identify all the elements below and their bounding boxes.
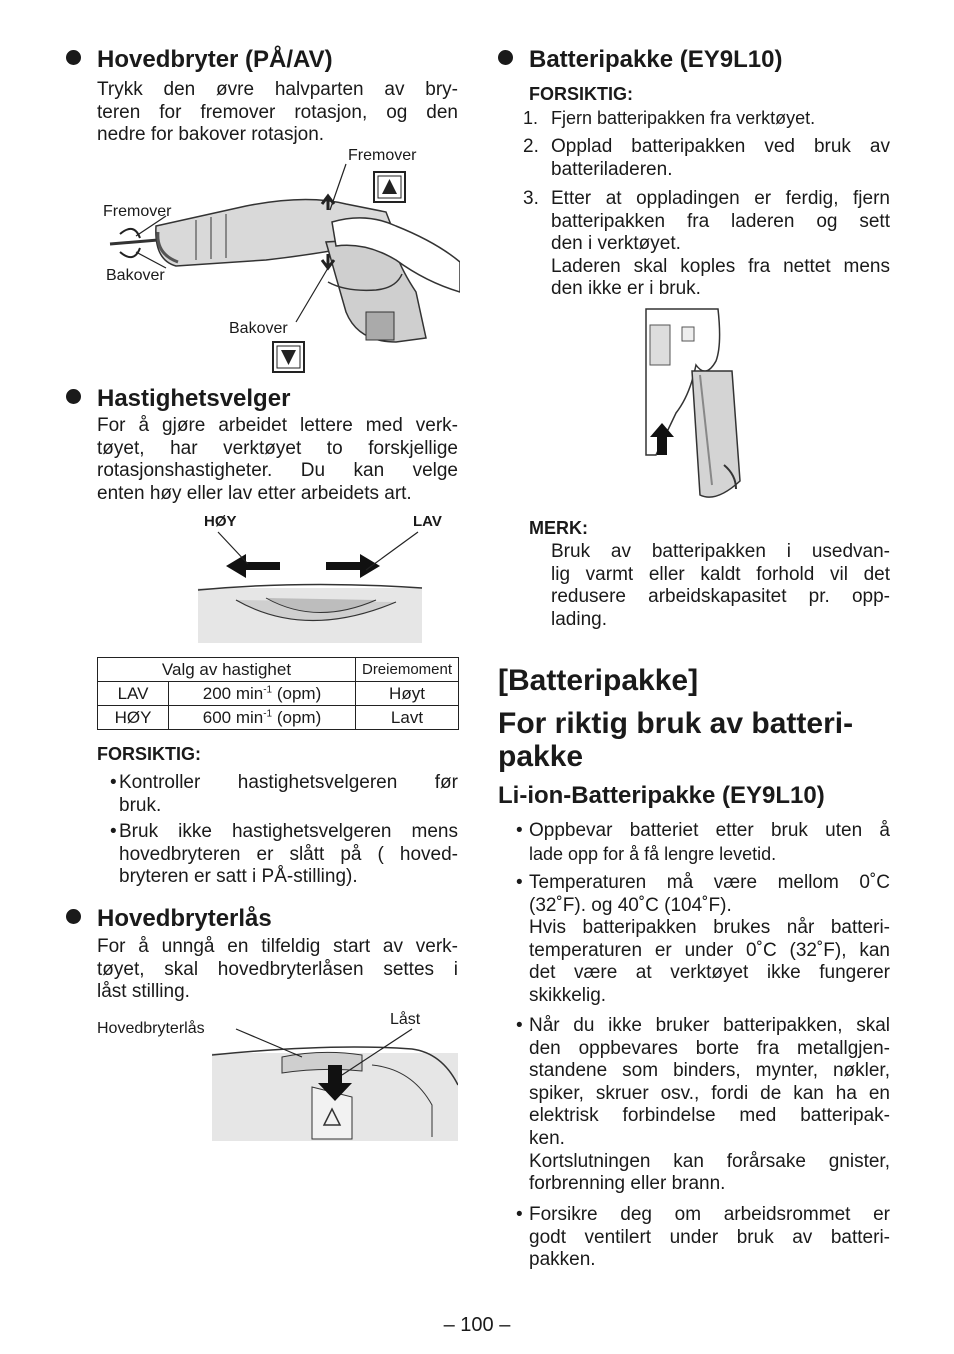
liion-heading: Li-ion-Batteripakke (EY9L10) xyxy=(498,782,825,809)
switch-lock-figure xyxy=(212,1025,458,1141)
cell-setting: HØY xyxy=(98,706,169,730)
battery-illustration xyxy=(636,305,756,505)
bullet-dot-icon xyxy=(66,909,81,924)
drill-figure xyxy=(96,142,460,374)
label-high: HØY xyxy=(204,513,237,530)
cell-torque: Høyt xyxy=(356,682,459,706)
bullet-dot-icon xyxy=(66,50,81,65)
bullet-icon: • xyxy=(110,821,117,842)
drill-illustration xyxy=(96,142,460,374)
label-forward-left: Fremover xyxy=(103,203,172,220)
note-text: Bruk av batteripakken i usedvan- lig varmt eller kaldt forhold vil det redusere arbeidskapasitet pr. opp- lading. xyxy=(551,541,890,630)
bullet-icon: • xyxy=(516,820,523,841)
battery-step-1: 1. Fjern batteripakken fra verktøyet. xyxy=(523,108,816,128)
list-item: • Oppbevar batteriet etter bruk uten å lade opp for å få lengre levetid. xyxy=(516,820,890,864)
battery-figure xyxy=(636,305,756,505)
table-row xyxy=(98,706,459,730)
page-number: – 100 – xyxy=(443,1314,511,1336)
table-row xyxy=(98,682,459,706)
switch-lock-illustration xyxy=(212,1025,458,1141)
cell-torque: Lavt xyxy=(356,706,459,730)
label-switch-lock: Hovedbryterlås xyxy=(97,1020,205,1037)
caution-title-right: FORSIKTIG: xyxy=(529,84,633,104)
caution-item-2: • Bruk ikke hastighetsvelgeren mens hovedbryteren er slått på ( hoved- bryteren er satt i PÅ-stilling). xyxy=(110,821,458,888)
table-header-row xyxy=(98,658,459,682)
bullet-icon: • xyxy=(516,1204,523,1225)
speed-table xyxy=(97,657,459,730)
section-subtitle: For riktig bruk av batteri- pakke xyxy=(498,707,854,773)
speed-figure xyxy=(196,530,426,645)
bullet-icon: • xyxy=(110,772,117,793)
header-torque: Dreiemoment xyxy=(356,658,459,682)
label-reverse-left: Bakover xyxy=(106,267,165,284)
bullet-icon: • xyxy=(516,872,523,893)
caution-title-left: FORSIKTIG: xyxy=(97,744,201,764)
label-low: LAV xyxy=(413,513,442,530)
section-title: [Batteripakke] xyxy=(498,664,699,697)
list-item: • Forsikre deg om arbeidsrommet er godt ventilert under bruk av batteri- pakken. xyxy=(516,1204,890,1271)
switch-lock-text: For å unngå en tilfeldig start av verk- tøyet, skal hovedbryterlåsen settes i låst stilling. xyxy=(97,936,458,1003)
battery-pack-heading: Batteripakke (EY9L10) xyxy=(498,46,782,74)
main-switch-heading: Hovedbryter (PÅ/AV) xyxy=(66,46,333,74)
note-title: MERK: xyxy=(529,518,588,538)
speed-selector-heading: Hastighetsvelger xyxy=(66,385,290,413)
cell-setting: LAV xyxy=(98,682,169,706)
battery-step-2: 2. Opplad batteripakken ved bruk av batteriladeren. xyxy=(523,136,890,180)
list-item: • Temperaturen må være mellom 0˚C (32˚F). og 40˚C (104˚F). Hvis batteripakken brukes når batteri- temperaturen er under 0˚C (32˚F), kan det være at verktøyet ikke fungerer skikkelig. xyxy=(516,872,890,1006)
main-switch-text: Trykk den øvre halvparten av bry- teren for fremover rotasjon, og den nedre for bakover rotasjon. xyxy=(97,79,458,146)
bullet-icon: • xyxy=(516,1015,523,1036)
speed-selector-text: For å gjøre arbeidet lettere med verk- tøyet, har verktøyet to forskjellige rotasjonshastigheter. Du kan velge enten høy eller lav etter arbeidets art. xyxy=(97,415,458,504)
caution-item-1: • Kontroller hastighetsvelgeren før bruk. xyxy=(110,772,458,816)
label-reverse-bottom: Bakover xyxy=(229,320,288,337)
cell-speed: 600 $\min^{-1} (opm)$ xyxy=(169,706,356,730)
label-locked: Låst xyxy=(390,1011,421,1028)
battery-step-3: 3. Etter at oppladingen er ferdig, fjern batteripakken fra laderen og sett den i verktøyet. Laderen skal koples fra nettet mens den ikke er i bruk. xyxy=(523,188,890,300)
label-forward-top: Fremover xyxy=(348,147,417,164)
bullet-dot-icon xyxy=(498,50,513,65)
list-item: • Når du ikke bruker batteripakken, skal den oppbevares borte fra metallgjen- standene som binders, mynter, nøkler, spiker, skruer osv., fordi de kan ha en elektrisk forbindelse med batteripak- ken. Kortslutningen kan forårsake gnister, forbrenning eller brann. xyxy=(516,1015,890,1195)
header-speed-choice: Valg av hastighet xyxy=(98,658,356,682)
speed-selector-illustration xyxy=(196,530,426,645)
bullet-dot-icon xyxy=(66,389,81,404)
switch-lock-heading: Hovedbryterlås xyxy=(66,905,272,933)
cell-speed: 200 $\min^{-1} (opm)$ xyxy=(169,682,356,706)
